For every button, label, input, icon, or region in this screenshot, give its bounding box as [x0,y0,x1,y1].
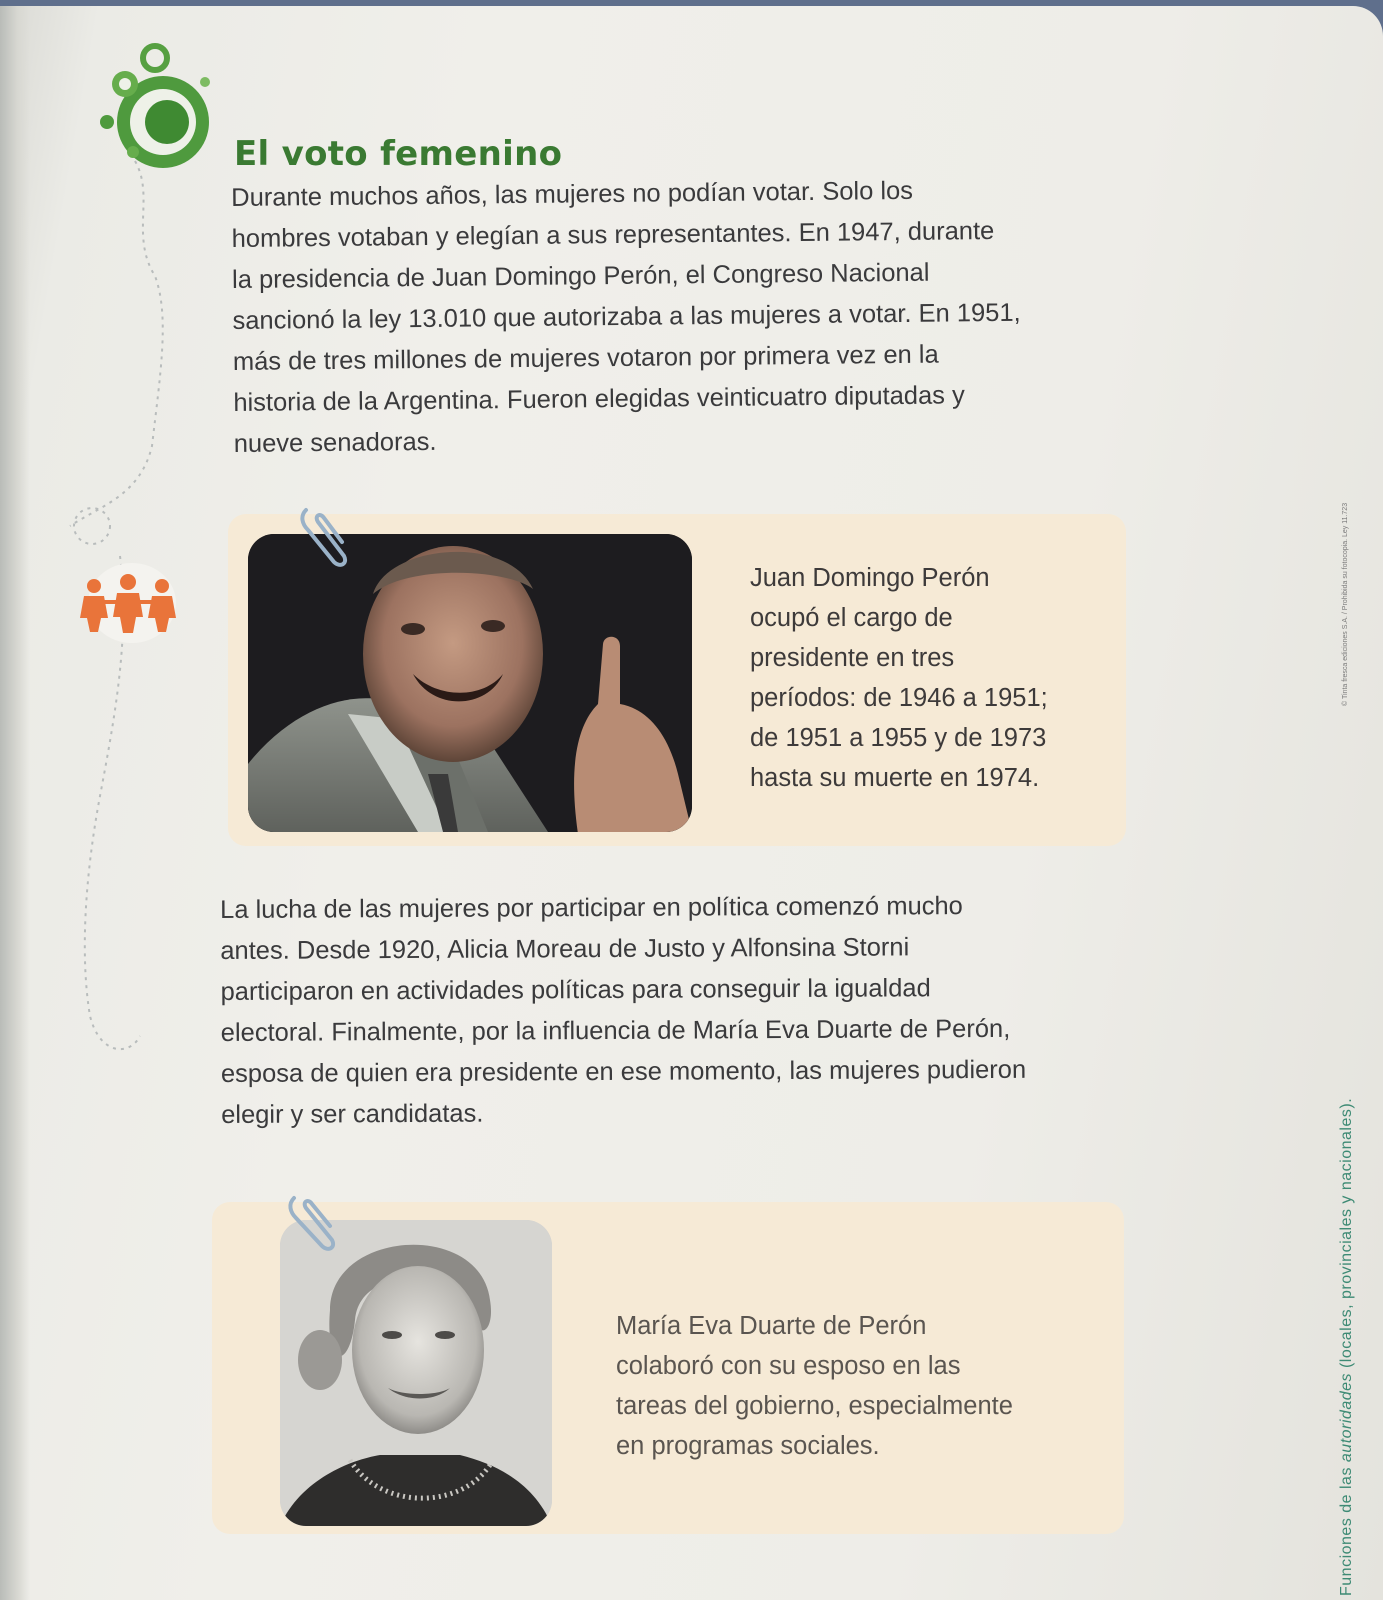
section-title: El voto femenino [234,134,563,174]
caption-line: tareas del gobierno, especialmente [616,1392,1013,1420]
text-line: antes. Desde 1920, Alicia Moreau de Justo y Alfonsina Storni [220,933,910,965]
footer-text: Funciones de las [1338,1462,1355,1596]
caption-line: Juan Domingo Perón [750,564,990,592]
page-binding-edge [0,6,30,1600]
caption-line: períodos: de 1946 a 1951; [750,684,1048,712]
green-circles-logo-icon [95,42,230,172]
text-line: más de tres millones de mujeres votaron por primera vez en la [232,340,939,376]
caption-line: María Eva Duarte de Perón [616,1312,927,1340]
text-line: hombres votaban y elegían a sus representantes. En 1947, durante [231,217,995,253]
people-holding-hands-icon [74,558,184,648]
text-line: nueve senadoras. [233,427,437,458]
chapter-footer [1338,1098,1356,1596]
peron-caption [750,558,1110,798]
text-line: La lucha de las mujeres por participar en política comenzó mucho [220,892,963,924]
paperclip-icon [286,1192,340,1256]
caption-line: en programas sociales. [616,1432,880,1460]
caption-line: presidente en tres [750,644,955,672]
copyright-notice: © Tinta fresca ediciones S.A. / Prohibida su fotocopia. Ley 11.723 [1342,502,1349,706]
text-line: elegir y ser candidatas. [221,1099,484,1129]
textbook-page [0,6,1383,1600]
caption-line: de 1951 a 1955 y de 1973 [750,724,1047,752]
footer-emphasis: autoridades [1338,1372,1355,1463]
text-line: historia de la Argentina. Fueron elegidas veinticuatro diputadas y [233,381,965,417]
evita-caption [616,1306,1106,1466]
text-line: sancionó la ley 13.010 que autorizaba a las mujeres a votar. En 1951, [232,298,1021,335]
text-line: esposa de quien era presidente en ese momento, las mujeres pudieron [220,1055,1027,1088]
caption-line: colaboró con su esposo en las [616,1352,961,1380]
text-line: la presidencia de Juan Domingo Perón, el Congreso Nacional [231,258,930,294]
evita-photo [280,1220,552,1526]
footer-text: (locales, provinciales y nacionales). [1338,1097,1355,1373]
text-line: electoral. Finalmente, por la influencia de María Eva Duarte de Perón, [220,1014,1011,1047]
second-paragraph [220,885,1171,1136]
caption-line: ocupó el cargo de [750,604,953,632]
intro-paragraph [231,168,1154,465]
text-line: participaron en actividades políticas para conseguir la igualdad [220,974,931,1006]
peron-photo [248,534,692,832]
caption-line: hasta su muerte en 1974. [750,764,1040,792]
text-line: Durante muchos años, las mujeres no podían votar. Solo los [231,176,914,212]
paperclip-icon [298,504,350,572]
